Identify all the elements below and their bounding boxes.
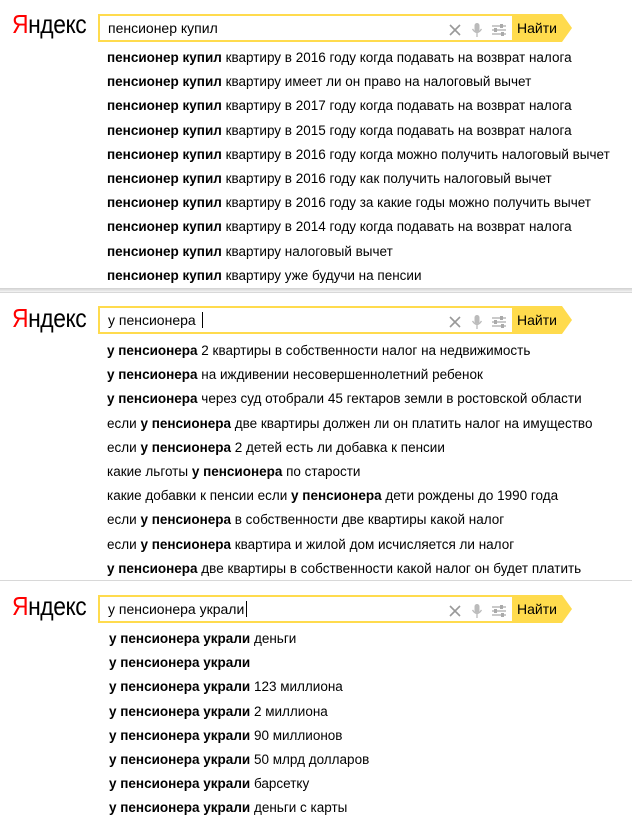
suggestion-completion: квартиру имеет ли он право на налоговый вычет — [221, 74, 532, 90]
suggestion-match: пенсионер купил — [107, 170, 222, 186]
suggestion-completion: квартиру в 2017 году когда подавать на возврат налога — [221, 98, 572, 114]
logo-rest: ндекс — [28, 591, 87, 621]
suggestion-item[interactable] — [109, 724, 369, 748]
search-panel-2 — [0, 292, 632, 579]
suggestion-item[interactable] — [109, 627, 369, 651]
suggestion-prefix: если — [107, 512, 141, 528]
search-input-text: пенсионер купил — [108, 20, 218, 36]
suggestion-item[interactable] — [107, 46, 610, 70]
suggestion-match: у пенсионера украли — [109, 631, 251, 646]
suggestion-prefix: если — [107, 439, 141, 455]
find-button[interactable]: Найти — [512, 595, 562, 623]
suggestion-match: у пенсионера — [140, 536, 231, 552]
search-box — [98, 14, 574, 42]
suggestion-match: пенсионер купил — [107, 267, 222, 283]
suggestion-item[interactable] — [107, 119, 610, 143]
suggestion-match: пенсионер купил — [107, 243, 222, 259]
suggestion-completion: по старости — [282, 463, 361, 479]
suggestion-prefix: какие льготы — [107, 463, 192, 479]
yandex-logo[interactable] — [12, 303, 86, 334]
suggestion-completion: квартиру в 2014 году когда подавать на возврат налога — [221, 219, 572, 235]
search-input-value: у пенсионера — [108, 312, 200, 328]
suggestion-match: у пенсионера украли — [109, 679, 251, 695]
suggestion-completion: 90 миллионов — [250, 727, 343, 743]
suggestion-completion: квартиру в 2016 году когда можно получить налоговый вычет — [221, 146, 610, 162]
logo-first-letter: Я — [12, 303, 29, 333]
suggestion-completion: квартира и жилой дом исчисляется ли налог — [230, 536, 515, 552]
search-input[interactable] — [98, 14, 514, 42]
suggestion-list — [107, 339, 592, 581]
suggestion-completion: квартиру в 2016 году как получить налоговый вычет — [221, 170, 552, 186]
suggestion-match: у пенсионера украли — [109, 800, 251, 816]
suggestion-match: пенсионер купил — [107, 74, 222, 90]
settings-sliders-icon[interactable] — [490, 602, 508, 620]
logo-rest: ндекс — [28, 303, 87, 333]
suggestion-item[interactable] — [107, 557, 592, 581]
suggestion-item[interactable] — [109, 651, 369, 675]
search-panel-1 — [0, 0, 632, 288]
logo-rest: ндекс — [28, 9, 87, 39]
suggestion-match: пенсионер купил — [107, 219, 222, 235]
suggestion-match: у пенсионера украли — [109, 776, 251, 792]
yandex-logo[interactable] — [12, 591, 86, 622]
suggestion-match: у пенсионера — [107, 367, 198, 383]
suggestion-match: у пенсионера — [140, 512, 231, 528]
search-input[interactable] — [98, 595, 514, 623]
suggestion-item[interactable] — [107, 191, 610, 215]
suggestion-item[interactable] — [109, 748, 369, 772]
suggestion-completion: квартиру в 2016 году когда подавать на возврат налога — [221, 50, 572, 65]
suggestion-completion: на иждивении несовершеннолетний ребенок — [197, 367, 483, 383]
suggestion-match: у пенсионера украли — [109, 655, 251, 671]
suggestion-completion: квартиру налоговый вычет — [221, 243, 393, 259]
suggestion-match: у пенсионера — [107, 343, 198, 358]
suggestion-item[interactable] — [107, 240, 610, 264]
suggestion-item[interactable] — [109, 772, 369, 796]
suggestion-list — [109, 627, 369, 821]
suggestion-completion: деньги — [250, 631, 297, 646]
suggestion-completion: дети рождены до 1990 года — [381, 488, 559, 504]
microphone-icon[interactable] — [468, 313, 486, 331]
suggestion-match: пенсионер купил — [107, 98, 222, 114]
suggestion-completion: 50 млрд долларов — [250, 751, 370, 767]
suggestion-match: пенсионер купил — [107, 146, 222, 162]
search-input-text — [108, 312, 203, 328]
suggestion-completion: 2 квартиры в собственности налог на недвижимость — [197, 343, 531, 358]
search-box — [98, 595, 574, 623]
logo-first-letter: Я — [12, 9, 29, 39]
text-caret — [202, 312, 203, 328]
suggestion-match: у пенсионера — [191, 463, 283, 479]
search-box — [98, 306, 574, 334]
microphone-icon[interactable] — [468, 602, 486, 620]
suggestion-item[interactable] — [107, 460, 592, 484]
suggestion-list — [107, 46, 610, 288]
suggestion-match: пенсионер купил — [107, 50, 222, 65]
text-caret — [246, 601, 247, 617]
suggestion-prefix: какие добавки к пенсии если — [107, 488, 292, 504]
suggestion-match: у пенсионера — [107, 560, 198, 576]
suggestion-item[interactable] — [107, 436, 592, 460]
suggestion-completion: 2 миллиона — [250, 703, 328, 719]
suggestion-match: у пенсионера — [107, 391, 198, 407]
suggestion-completion: две квартиры должен ли он платить налог на имущество — [230, 415, 593, 431]
suggestion-item[interactable] — [107, 94, 610, 118]
search-panel-3 — [0, 580, 632, 835]
yandex-logo[interactable] — [12, 9, 86, 40]
suggestion-match: у пенсионера — [140, 415, 231, 431]
suggestion-completion: две квартиры в собственности какой налог он будет платить — [197, 560, 582, 576]
suggestion-item[interactable] — [109, 796, 369, 820]
settings-sliders-icon[interactable] — [490, 313, 508, 331]
suggestion-match: у пенсионера украли — [109, 727, 251, 743]
suggestion-completion: 123 миллиона — [250, 679, 343, 695]
suggestion-item[interactable] — [107, 167, 610, 191]
search-input[interactable] — [98, 306, 514, 334]
close-icon[interactable] — [446, 21, 464, 39]
suggestion-match: пенсионер купил — [107, 122, 222, 138]
suggestion-match: у пенсионера — [291, 488, 382, 504]
suggestion-item[interactable] — [107, 264, 610, 288]
suggestion-completion: квартиру в 2016 году за какие годы можно получить вычет — [221, 195, 591, 211]
settings-sliders-icon[interactable] — [490, 21, 508, 39]
microphone-icon[interactable] — [468, 21, 486, 39]
suggestion-match: пенсионер купил — [107, 195, 222, 211]
suggestion-prefix: если — [107, 415, 141, 431]
suggestion-item[interactable] — [109, 675, 369, 699]
search-input-value: у пенсионера украли — [108, 601, 245, 617]
suggestion-item[interactable] — [107, 484, 592, 508]
close-icon[interactable] — [446, 602, 464, 620]
suggestion-item[interactable] — [107, 412, 592, 436]
suggestion-item[interactable] — [107, 363, 592, 387]
suggestion-prefix: если — [107, 536, 141, 552]
logo-first-letter: Я — [12, 591, 29, 621]
search-input-text — [108, 601, 247, 617]
suggestion-match: у пенсионера украли — [109, 751, 251, 767]
suggestion-completion: квартиру в 2015 году когда подавать на возврат налога — [221, 122, 572, 138]
suggestion-completion: в собственности две квартиры какой налог — [230, 512, 505, 528]
suggestion-item[interactable] — [109, 700, 369, 724]
suggestion-item[interactable] — [107, 143, 610, 167]
suggestion-completion: квартиру уже будучи на пенсии — [221, 267, 422, 283]
suggestion-completion: 2 детей есть ли добавка к пенсии — [230, 439, 445, 455]
suggestion-item[interactable] — [107, 533, 592, 557]
suggestion-completion: деньги с карты — [250, 800, 348, 816]
suggestion-item[interactable] — [107, 215, 610, 239]
suggestion-completion: через суд отобрали 45 гектаров земли в ростовской области — [197, 391, 582, 407]
suggestion-completion: барсетку — [250, 776, 310, 792]
suggestion-item[interactable] — [107, 339, 592, 363]
suggestion-match: у пенсионера — [140, 439, 231, 455]
suggestion-match: у пенсионера украли — [109, 703, 251, 719]
suggestion-item[interactable] — [107, 508, 592, 532]
close-icon[interactable] — [446, 313, 464, 331]
find-button[interactable]: Найти — [512, 14, 562, 42]
find-button[interactable]: Найти — [512, 306, 562, 334]
suggestion-item[interactable] — [107, 70, 610, 94]
suggestion-item[interactable] — [107, 387, 592, 411]
